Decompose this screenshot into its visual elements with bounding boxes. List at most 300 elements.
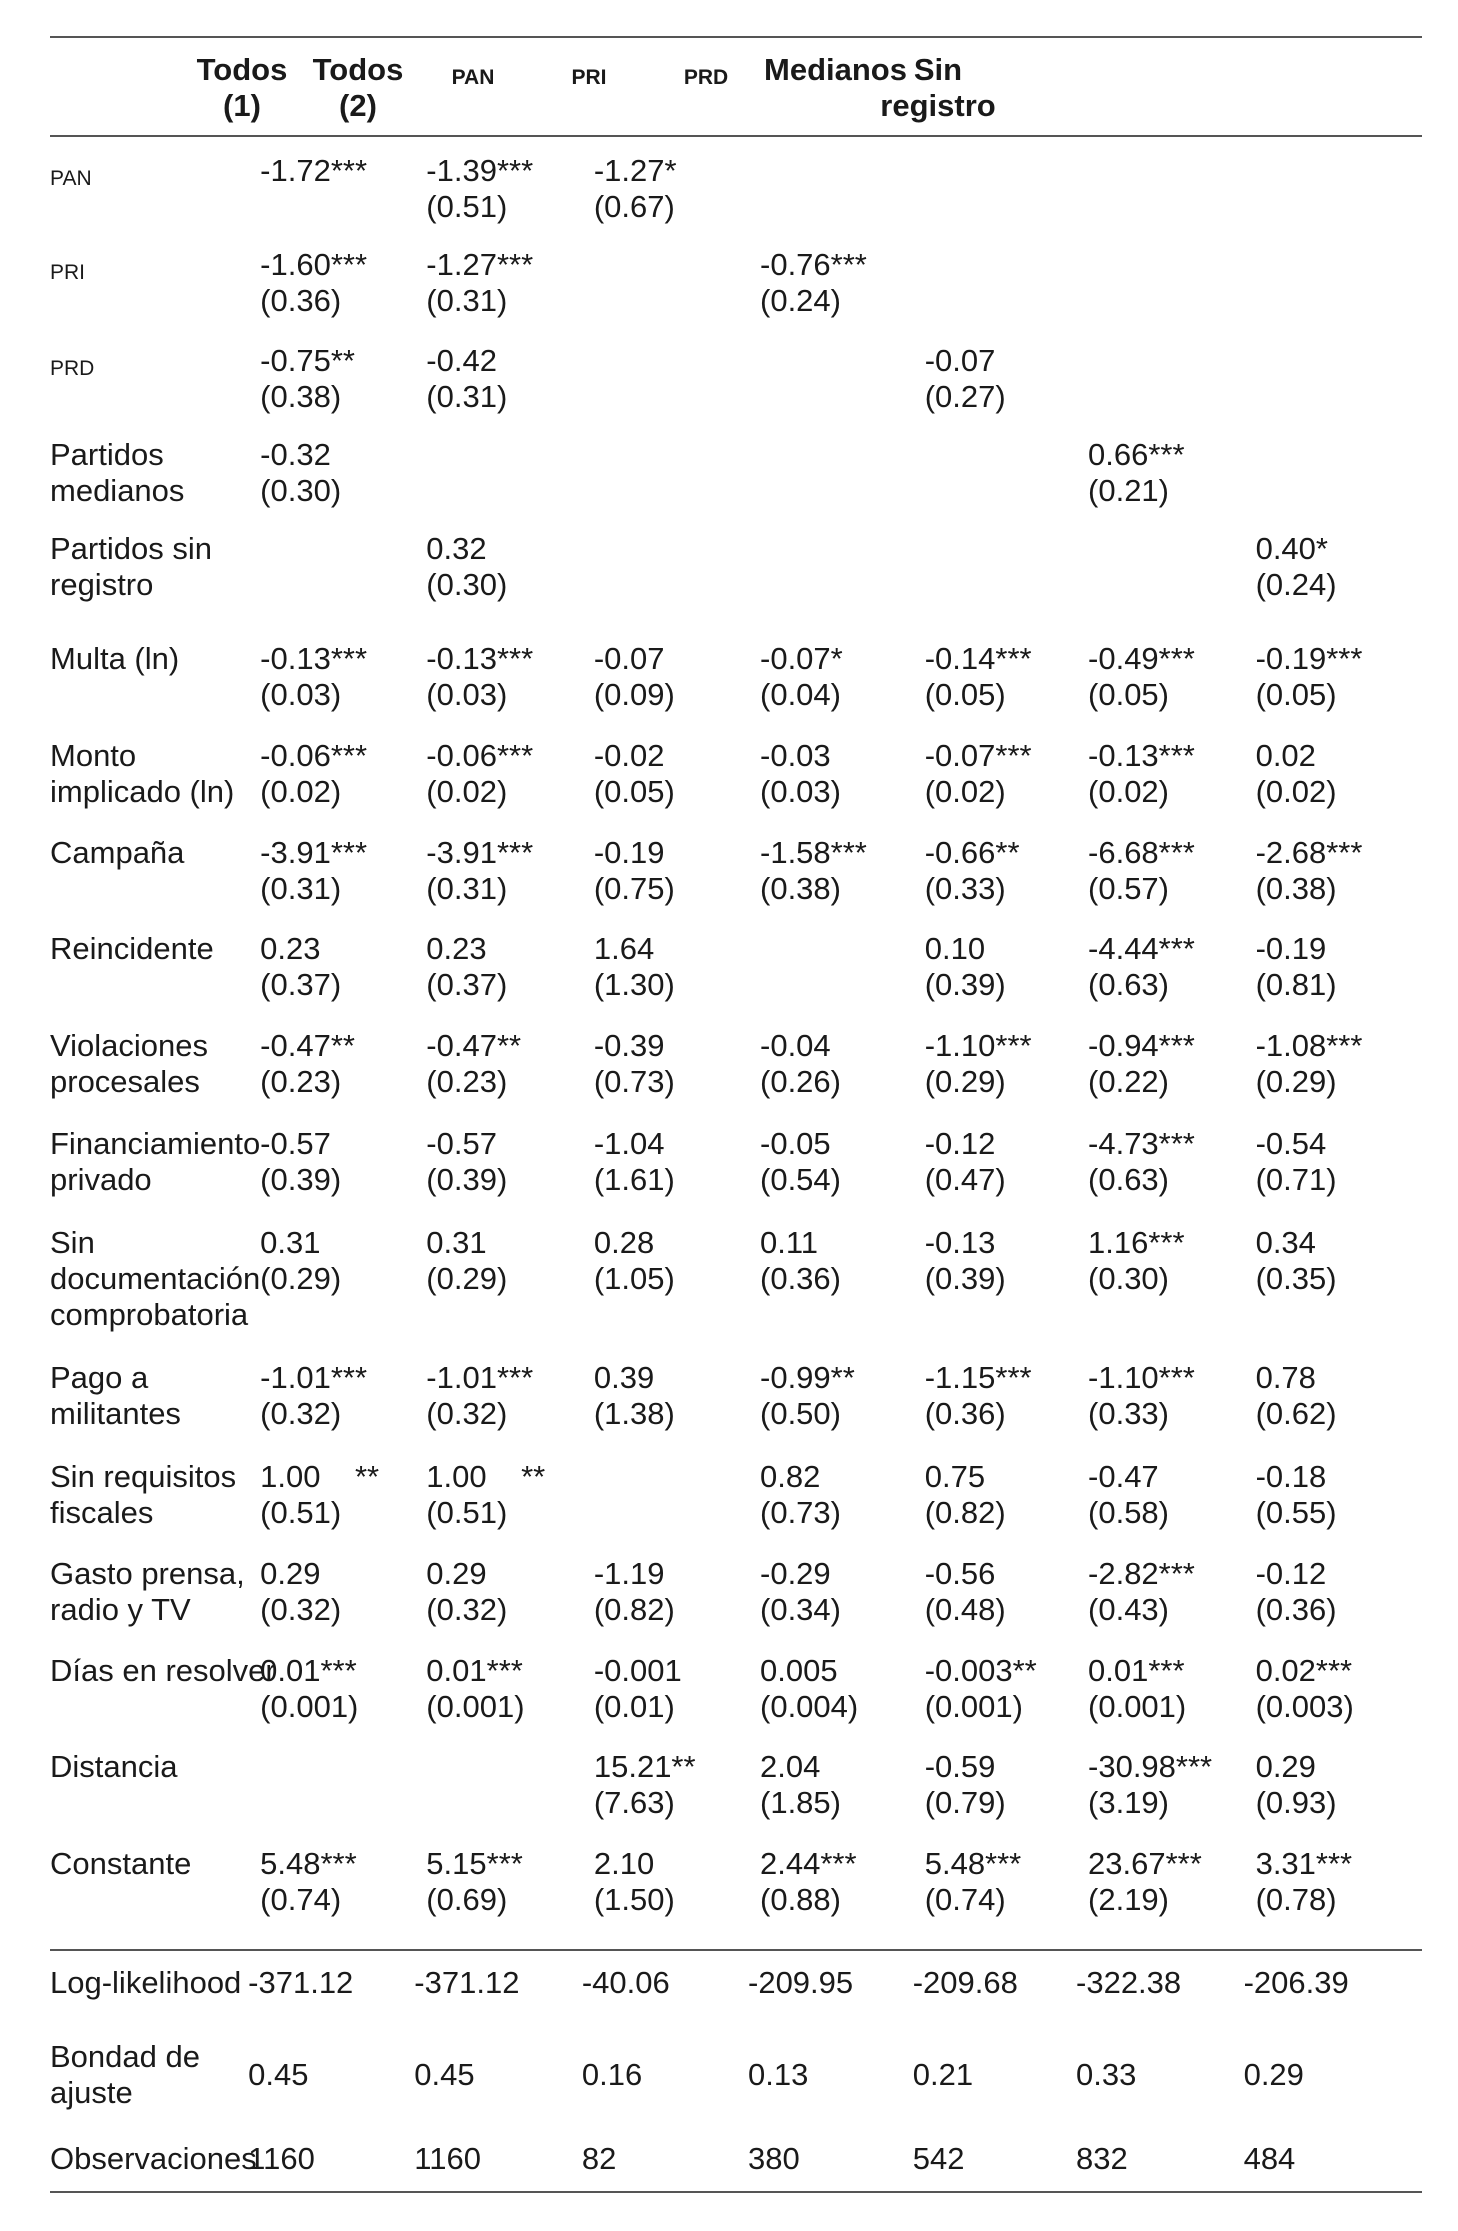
table-cell bbox=[1256, 1749, 1337, 1821]
table-cell bbox=[1088, 1360, 1195, 1432]
coefficient: -3.91*** bbox=[426, 834, 534, 870]
coefficient: -0.94*** bbox=[1088, 1027, 1195, 1063]
coefficient: -0.12 bbox=[1255, 1555, 1327, 1591]
table-cell bbox=[594, 738, 675, 810]
table-cell bbox=[594, 641, 675, 713]
stat-value: 0.45 bbox=[248, 2057, 309, 2093]
column-header bbox=[298, 52, 418, 124]
table-cell bbox=[925, 1846, 1022, 1918]
column-header-line1: Sin bbox=[913, 52, 963, 87]
table-cell bbox=[1256, 1556, 1337, 1628]
standard-error: (0.05) bbox=[924, 677, 1006, 713]
coefficient: 0.31 bbox=[260, 1225, 321, 1261]
stat-value: 542 bbox=[912, 2141, 965, 2177]
coefficient: -0.12 bbox=[924, 1125, 996, 1161]
stat-value: 1160 bbox=[414, 2141, 481, 2177]
table-cell bbox=[760, 1360, 855, 1432]
standard-error: (0.48) bbox=[924, 1591, 1006, 1627]
table-cell bbox=[925, 343, 1006, 415]
table-cell bbox=[760, 738, 841, 810]
column-header-line2: (1) bbox=[223, 88, 261, 123]
standard-error: (0.36) bbox=[924, 1396, 1006, 1431]
row-label: Sin documentación comprobatoria bbox=[50, 1225, 261, 1333]
stat-label: Log-likelihood bbox=[50, 1965, 242, 2001]
standard-error: (0.73) bbox=[760, 1495, 841, 1531]
table-cell bbox=[1256, 531, 1337, 603]
table-cell bbox=[925, 1360, 1032, 1432]
table-cell bbox=[1256, 931, 1337, 1003]
row-label: PRI bbox=[50, 260, 86, 284]
table-cell bbox=[925, 1749, 1006, 1821]
standard-error: (0.32) bbox=[260, 1591, 342, 1627]
standard-error: (0.30) bbox=[1088, 1261, 1169, 1297]
standard-error: (0.29) bbox=[426, 1261, 508, 1297]
column-header bbox=[413, 60, 533, 96]
table-cell bbox=[1256, 835, 1363, 907]
standard-error: (0.54) bbox=[760, 1161, 841, 1197]
standard-error: (0.03) bbox=[760, 774, 841, 810]
standard-error: (0.73) bbox=[593, 1063, 675, 1099]
standard-error: (0.004) bbox=[760, 1688, 859, 1724]
coefficient: -0.56 bbox=[924, 1555, 996, 1591]
table-cell bbox=[426, 931, 507, 1003]
standard-error: (0.36) bbox=[760, 1261, 841, 1297]
row-label: Distancia bbox=[50, 1749, 178, 1785]
table-cell bbox=[1088, 1225, 1185, 1297]
table-cell bbox=[426, 1225, 507, 1297]
column-header-line1: Todos bbox=[196, 52, 288, 87]
coefficient: 0.82 bbox=[760, 1459, 821, 1495]
coefficient: 5.48*** bbox=[260, 1845, 357, 1881]
table-cell bbox=[260, 247, 367, 319]
coefficient: -1.10*** bbox=[1088, 1360, 1195, 1395]
standard-error: (0.003) bbox=[1255, 1688, 1354, 1724]
table-cell bbox=[426, 1126, 507, 1198]
standard-error: (0.001) bbox=[426, 1688, 525, 1724]
table-cell bbox=[1088, 835, 1195, 907]
table-cell bbox=[1088, 1028, 1195, 1100]
table-cell bbox=[260, 1556, 341, 1628]
row-label: Pago a militantes bbox=[50, 1360, 181, 1431]
table-cell bbox=[925, 1459, 1006, 1531]
standard-error: (1.05) bbox=[593, 1261, 675, 1297]
table-cell bbox=[760, 1028, 841, 1100]
coefficient: 0.29 bbox=[260, 1555, 321, 1591]
table-cell bbox=[426, 1653, 524, 1725]
standard-error: (0.79) bbox=[924, 1785, 1006, 1821]
standard-error: (0.32) bbox=[426, 1591, 508, 1627]
table-cell bbox=[260, 437, 341, 509]
stat-value: 0.29 bbox=[1243, 2057, 1304, 2093]
standard-error: (0.33) bbox=[924, 870, 1006, 906]
standard-error: (0.31) bbox=[426, 282, 508, 318]
coefficient: -0.03 bbox=[760, 738, 831, 774]
stat-value: 0.16 bbox=[581, 2057, 643, 2093]
table-cell bbox=[1088, 931, 1195, 1003]
standard-error: (1.85) bbox=[760, 1785, 841, 1821]
coefficient: -0.29 bbox=[760, 1555, 831, 1591]
coefficient: -0.42 bbox=[426, 343, 497, 379]
standard-error: (1.50) bbox=[593, 1881, 675, 1917]
coefficient: -1.10*** bbox=[924, 1027, 1032, 1063]
standard-error: (0.37) bbox=[260, 967, 342, 1003]
table-cell bbox=[1256, 1459, 1337, 1531]
standard-error: (0.34) bbox=[760, 1591, 841, 1627]
coefficient: 0.01*** bbox=[260, 1652, 357, 1688]
table-cell bbox=[925, 1556, 1006, 1628]
table-cell bbox=[760, 1653, 858, 1725]
table-cell bbox=[1256, 1126, 1337, 1198]
standard-error: (1.30) bbox=[593, 967, 675, 1003]
row-label: Partidos sin registro bbox=[50, 530, 212, 602]
coefficient: -1.01*** bbox=[260, 1360, 368, 1395]
table-cell bbox=[760, 247, 867, 319]
coefficient: -1.15*** bbox=[924, 1360, 1032, 1395]
table-cell bbox=[594, 835, 675, 907]
standard-error: (0.38) bbox=[260, 379, 342, 415]
row-label: Monto implicado (ln) bbox=[50, 738, 235, 810]
table-cell bbox=[260, 1653, 358, 1725]
coefficient: 0.32 bbox=[426, 530, 487, 566]
stat-label: Observaciones bbox=[50, 2141, 257, 2177]
standard-error: (1.38) bbox=[593, 1396, 675, 1431]
standard-error: (0.75) bbox=[593, 870, 675, 906]
stat-value: -40.06 bbox=[581, 1965, 670, 2001]
stat-value: -206.39 bbox=[1243, 1965, 1349, 2001]
stat-value: -209.95 bbox=[748, 1965, 854, 2001]
coefficient: 0.02*** bbox=[1255, 1652, 1353, 1688]
column-header-line1: Medianos bbox=[764, 52, 907, 87]
table-cell bbox=[594, 1225, 675, 1297]
standard-error: (0.31) bbox=[426, 870, 508, 906]
coefficient: -0.07*** bbox=[924, 738, 1032, 774]
coefficient: -3.91*** bbox=[260, 834, 368, 870]
standard-error: (0.51) bbox=[426, 1495, 508, 1531]
standard-error: (0.35) bbox=[1255, 1261, 1337, 1297]
table-cell bbox=[925, 738, 1032, 810]
standard-error: (0.63) bbox=[1088, 1161, 1169, 1197]
table-cell bbox=[925, 1653, 1037, 1725]
coefficient: -4.44*** bbox=[1088, 931, 1195, 967]
coefficient: 15.21** bbox=[593, 1749, 696, 1785]
coefficient: -0.13 bbox=[924, 1225, 996, 1261]
table-cell bbox=[1088, 1459, 1169, 1531]
table-cell bbox=[925, 931, 1006, 1003]
standard-error: (0.05) bbox=[1255, 677, 1337, 713]
table-cell bbox=[260, 1126, 341, 1198]
table-cell bbox=[594, 1653, 682, 1725]
table-cell bbox=[426, 343, 507, 415]
table-cell bbox=[925, 1126, 1006, 1198]
row-label: Violaciones procesales bbox=[50, 1027, 208, 1099]
table-cell bbox=[925, 1225, 1006, 1297]
coefficient: 0.75 bbox=[924, 1459, 986, 1495]
coefficient: 0.23 bbox=[426, 931, 487, 967]
table-cell bbox=[760, 1126, 841, 1198]
row-label: Gasto prensa, radio y TV bbox=[50, 1555, 245, 1627]
table-cell bbox=[260, 343, 355, 415]
regression-table bbox=[50, 36, 1422, 2193]
row-label: Financiamiento privado bbox=[50, 1125, 261, 1197]
standard-error: (0.33) bbox=[1088, 1396, 1169, 1431]
table-cell bbox=[260, 641, 367, 713]
coefficient: -0.06*** bbox=[260, 738, 368, 774]
standard-error: (0.30) bbox=[260, 473, 342, 508]
column-header bbox=[764, 52, 907, 88]
stat-value: -322.38 bbox=[1076, 1965, 1182, 2001]
standard-error: (0.69) bbox=[426, 1881, 508, 1917]
coefficient: 0.29 bbox=[426, 1555, 487, 1591]
standard-error: (0.37) bbox=[426, 967, 508, 1003]
coefficient: 0.28 bbox=[593, 1225, 655, 1261]
table-cell bbox=[426, 1360, 533, 1432]
column-header bbox=[182, 52, 302, 124]
stat-value: -371.12 bbox=[248, 1965, 354, 2001]
stat-value: -371.12 bbox=[414, 1965, 520, 2001]
coefficient: -0.49*** bbox=[1088, 641, 1195, 677]
coefficient: 0.31 bbox=[426, 1225, 487, 1261]
standard-error: (0.05) bbox=[1088, 677, 1169, 713]
standard-error: (0.21) bbox=[1088, 473, 1169, 508]
standard-error: (0.39) bbox=[924, 967, 1006, 1003]
coefficient: 0.01*** bbox=[1088, 1652, 1185, 1688]
standard-error: (0.29) bbox=[1255, 1063, 1337, 1099]
table-cell bbox=[260, 835, 367, 907]
standard-error: (0.03) bbox=[260, 677, 342, 713]
standard-error: (0.23) bbox=[426, 1063, 508, 1099]
standard-error: (0.39) bbox=[924, 1261, 1006, 1297]
coefficient: 5.48*** bbox=[924, 1845, 1022, 1881]
coefficient: -0.47** bbox=[260, 1027, 355, 1063]
table-cell bbox=[1088, 437, 1185, 509]
stat-label: Bondad de ajuste bbox=[50, 2039, 200, 2111]
row-label: Campaña bbox=[50, 834, 185, 870]
table-cell bbox=[925, 1028, 1032, 1100]
coefficient: -0.47** bbox=[426, 1027, 522, 1063]
table-cell bbox=[260, 931, 341, 1003]
table-cell bbox=[426, 1459, 545, 1531]
table-header bbox=[50, 38, 1422, 135]
stat-value: 380 bbox=[748, 2141, 800, 2177]
coefficient: -0.001 bbox=[593, 1652, 682, 1688]
standard-error: (2.19) bbox=[1088, 1881, 1169, 1917]
standard-error: (0.82) bbox=[593, 1591, 675, 1627]
standard-error: (0.39) bbox=[260, 1161, 342, 1197]
standard-error: (0.58) bbox=[1088, 1495, 1169, 1531]
coefficient: -0.47 bbox=[1088, 1459, 1159, 1495]
coefficient: -0.18 bbox=[1255, 1459, 1327, 1495]
coefficient: 0.78 bbox=[1255, 1360, 1316, 1395]
row-label: PAN bbox=[50, 167, 92, 190]
standard-error: (0.22) bbox=[1088, 1063, 1169, 1099]
row-label: Partidos medianos bbox=[50, 437, 185, 508]
coefficient: 1.64 bbox=[593, 931, 655, 967]
standard-error: (0.82) bbox=[924, 1495, 1006, 1531]
table-cell bbox=[426, 531, 507, 603]
row-label: Sin requisitos fiscales bbox=[50, 1459, 237, 1531]
row-label: Constante bbox=[50, 1845, 192, 1881]
row-label: Reincidente bbox=[50, 931, 214, 967]
table-cell bbox=[426, 1028, 521, 1100]
standard-error: (0.001) bbox=[1088, 1688, 1187, 1724]
stat-value: 0.13 bbox=[748, 2057, 809, 2093]
stat-value: 0.45 bbox=[414, 2057, 475, 2093]
table-cell bbox=[594, 1846, 675, 1918]
stat-value: 1160 bbox=[248, 2141, 315, 2177]
column-header-line2: (2) bbox=[339, 88, 377, 123]
coefficient: -0.57 bbox=[426, 1125, 497, 1161]
coefficient: 5.15*** bbox=[426, 1845, 523, 1881]
coefficient: -0.59 bbox=[924, 1749, 996, 1785]
table-cell bbox=[760, 1225, 841, 1297]
standard-error: (0.93) bbox=[1255, 1785, 1337, 1821]
standard-error: (3.19) bbox=[1088, 1785, 1169, 1821]
coefficient: -0.54 bbox=[1255, 1125, 1327, 1161]
stat-value: 484 bbox=[1243, 2141, 1296, 2177]
coefficient: -1.19 bbox=[593, 1555, 665, 1591]
coefficient: -1.72*** bbox=[260, 153, 368, 188]
coefficient: 2.44*** bbox=[760, 1845, 857, 1881]
stat-value: 832 bbox=[1076, 2141, 1128, 2177]
table-cell bbox=[1088, 1126, 1195, 1198]
coefficient: -0.05 bbox=[760, 1125, 831, 1161]
standard-error: (0.02) bbox=[426, 774, 508, 810]
standard-error: (0.74) bbox=[924, 1881, 1006, 1917]
table-cell bbox=[925, 641, 1032, 713]
column-header bbox=[646, 60, 766, 96]
table-cell bbox=[426, 641, 533, 713]
standard-error: (0.36) bbox=[260, 282, 342, 318]
coefficient: 1.00 ** bbox=[260, 1459, 380, 1495]
table-cell bbox=[1256, 1225, 1337, 1297]
coefficient: -1.01*** bbox=[426, 1360, 534, 1395]
coefficient: -1.39*** bbox=[426, 153, 534, 188]
coefficient: 2.10 bbox=[593, 1845, 655, 1881]
coefficient: -0.13*** bbox=[1088, 738, 1195, 774]
table-cell bbox=[1088, 738, 1195, 810]
table-cell bbox=[426, 738, 533, 810]
coefficient: 0.01*** bbox=[426, 1652, 523, 1688]
table-cell bbox=[1256, 738, 1337, 810]
standard-error: (0.71) bbox=[1255, 1161, 1337, 1197]
standard-error: (0.09) bbox=[593, 677, 675, 713]
table-cell bbox=[426, 1556, 507, 1628]
standard-error: (0.50) bbox=[760, 1396, 841, 1431]
coefficient: -0.39 bbox=[593, 1027, 665, 1063]
stat-value: 0.33 bbox=[1076, 2057, 1137, 2093]
standard-error: (0.39) bbox=[426, 1161, 508, 1197]
coefficient: 23.67*** bbox=[1088, 1845, 1202, 1881]
standard-error: (0.05) bbox=[593, 774, 675, 810]
standard-error: (0.24) bbox=[760, 282, 841, 318]
coefficient: -1.27*** bbox=[426, 246, 534, 282]
coefficient: -0.66** bbox=[924, 834, 1020, 870]
coefficient: 1.00 ** bbox=[426, 1459, 546, 1495]
standard-error: (0.43) bbox=[1088, 1591, 1169, 1627]
standard-error: (0.001) bbox=[924, 1688, 1023, 1724]
standard-error: (1.61) bbox=[593, 1161, 675, 1197]
standard-error: (0.26) bbox=[760, 1063, 841, 1099]
coefficient: -0.06*** bbox=[426, 738, 534, 774]
standard-error: (0.51) bbox=[426, 189, 508, 224]
coefficient: 0.34 bbox=[1255, 1225, 1316, 1261]
column-header-line1: PRI bbox=[571, 66, 607, 89]
table-cell bbox=[1256, 1028, 1363, 1100]
coefficient: 0.66*** bbox=[1088, 437, 1185, 472]
coefficient: -0.07 bbox=[924, 343, 996, 379]
column-header bbox=[878, 52, 998, 124]
standard-error: (0.02) bbox=[1088, 774, 1169, 810]
standard-error: (0.47) bbox=[924, 1161, 1006, 1197]
bottom-rule bbox=[50, 2191, 1422, 2193]
coefficient: -1.58*** bbox=[760, 834, 867, 870]
standard-error: (0.51) bbox=[260, 1495, 342, 1531]
table-cell bbox=[426, 247, 533, 319]
coefficient: 0.39 bbox=[593, 1360, 655, 1395]
table-cell bbox=[260, 738, 367, 810]
standard-error: (0.02) bbox=[1255, 774, 1337, 810]
coefficient: -0.75** bbox=[260, 343, 355, 379]
table-cell bbox=[594, 1749, 696, 1821]
coefficient: -0.003** bbox=[924, 1652, 1037, 1688]
table-cell bbox=[1088, 1749, 1212, 1821]
table-cell bbox=[260, 1846, 357, 1918]
coefficient: -0.76*** bbox=[760, 246, 867, 282]
table-cell bbox=[760, 1749, 841, 1821]
table-cell bbox=[760, 641, 843, 713]
standard-error: (0.55) bbox=[1255, 1495, 1337, 1531]
coefficient: -0.19*** bbox=[1255, 641, 1363, 677]
table-cell bbox=[760, 1459, 841, 1531]
standard-error: (0.32) bbox=[426, 1396, 508, 1431]
table-cell bbox=[1256, 1653, 1354, 1725]
standard-error: (0.31) bbox=[260, 870, 342, 906]
coefficient: -1.08*** bbox=[1255, 1027, 1363, 1063]
row-label: Multa (ln) bbox=[50, 641, 180, 677]
table-cell bbox=[760, 1556, 841, 1628]
coefficient: -30.98*** bbox=[1088, 1749, 1213, 1785]
coefficient: -0.14*** bbox=[924, 641, 1032, 677]
standard-error: (0.62) bbox=[1255, 1396, 1337, 1431]
coefficient: -2.68*** bbox=[1255, 834, 1363, 870]
standard-error: (0.74) bbox=[260, 1881, 342, 1917]
row-label: PRD bbox=[50, 357, 95, 381]
standard-error: (0.27) bbox=[924, 379, 1006, 415]
coefficient: -1.04 bbox=[593, 1125, 665, 1161]
coefficient: 0.10 bbox=[924, 931, 986, 967]
coefficient: -0.19 bbox=[593, 834, 665, 870]
table-cell bbox=[1256, 1846, 1353, 1918]
table-cell bbox=[260, 1225, 341, 1297]
standard-error: (0.24) bbox=[1255, 566, 1337, 602]
table-cell bbox=[594, 153, 677, 225]
coefficient: -0.57 bbox=[260, 1125, 331, 1161]
table-cell bbox=[260, 1028, 355, 1100]
column-header-line2: registro bbox=[880, 88, 996, 123]
coefficient: 0.40* bbox=[1255, 530, 1328, 566]
table-cell bbox=[1256, 1360, 1337, 1432]
standard-error: (0.29) bbox=[260, 1261, 342, 1297]
table-cell bbox=[1088, 641, 1195, 713]
standard-error: (0.02) bbox=[924, 774, 1006, 810]
column-header bbox=[529, 60, 649, 96]
table-body bbox=[50, 137, 1422, 1949]
coefficient: -0.04 bbox=[760, 1027, 831, 1063]
standard-error: (0.32) bbox=[260, 1396, 342, 1431]
table-cell bbox=[925, 835, 1020, 907]
coefficient: 1.16*** bbox=[1088, 1225, 1185, 1261]
coefficient: 0.29 bbox=[1255, 1749, 1316, 1785]
